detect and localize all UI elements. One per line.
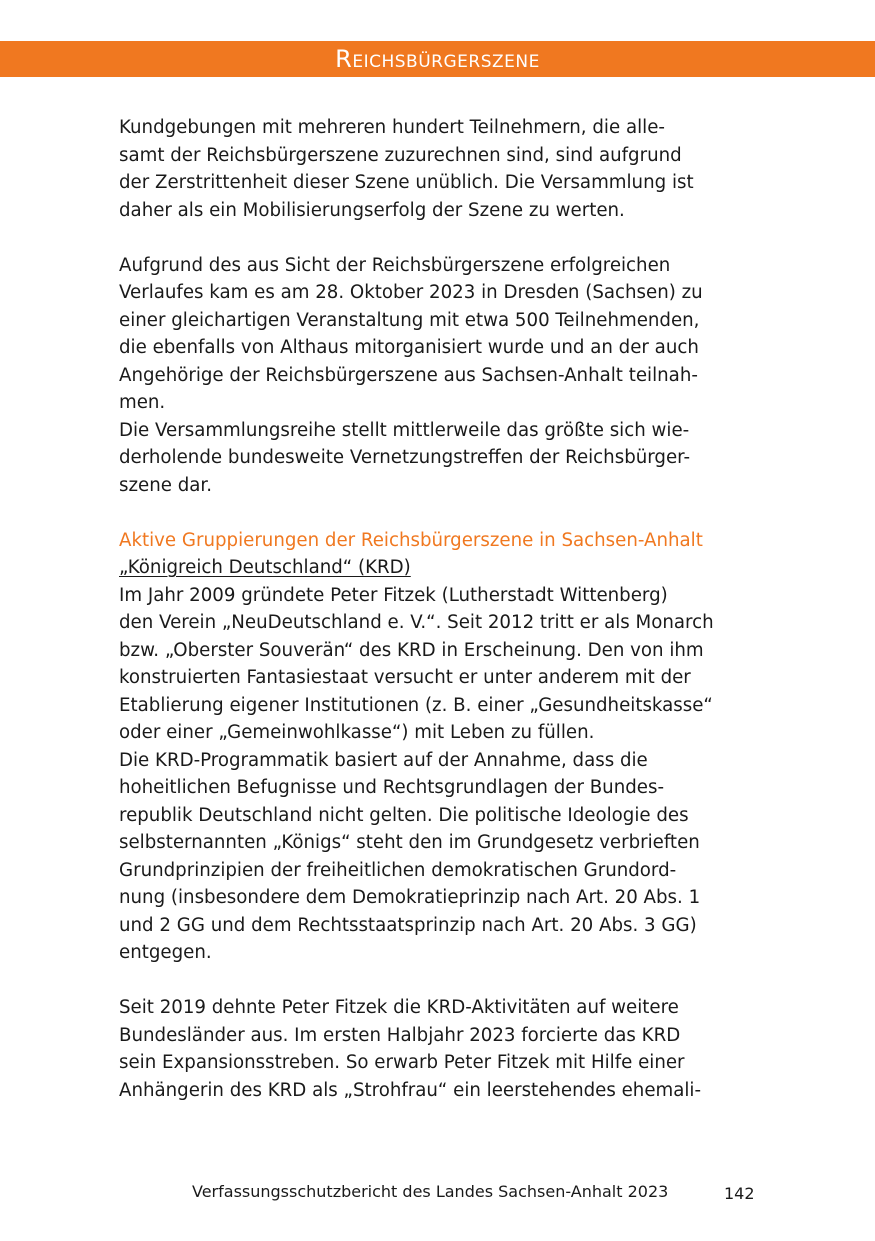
text-line: den Verein „NeuDeutschland e. V.“. Seit 2012 tritt er als Monarch [119,612,714,633]
text-line: entgegen. [119,942,212,963]
text-line: republik Deutschland nicht gelten. Die politische Ideologie des [119,804,689,826]
page-number: 142 [724,1184,755,1203]
paragraph-gap [119,224,769,252]
paragraph-2 [119,252,769,417]
text-line: Die Versammlungsreihe stellt mittlerweile das größte sich wie- [119,419,690,441]
paragraph-gap [119,499,769,527]
text-line: Bundesländer aus. Im ersten Halbjahr 2023 forcierte das KRD [119,1024,681,1046]
text-line: sein Expansionsstreben. So erwarb Peter Fitzek mit Hilfe einer [119,1052,685,1073]
paragraph-gap [119,967,769,995]
subheading: „Königreich Deutschland“ (KRD) [119,557,411,578]
text-line: einer gleichartigen Veranstaltung mit etwa 500 Teilnehmenden, [119,309,700,331]
text-line: und 2 GG und dem Rechtsstaatsprinzip nach Art. 20 Abs. 3 GG) [119,914,697,936]
text-line: Verlaufes kam es am 28. Oktober 2023 in Dresden (Sachsen) zu [119,282,703,303]
text-line: konstruierten Fantasiestaat versucht er unter anderem mit der [119,667,691,688]
text-line: men. [119,392,166,413]
text-line: derholende bundesweite Vernetzungstreffen der Reichsbürger- [119,447,691,468]
text-line: szene dar. [119,474,212,496]
text-line: Seit 2019 dehnte Peter Fitzek die KRD-Aktivitäten auf weitere [119,997,679,1018]
text-line: daher als ein Mobilisierungserfolg der Szene zu werten. [119,199,625,221]
paragraph-4 [119,582,769,747]
text-line: samt der Reichsbürgerszene zuzurechnen sind, sind aufgrund [119,144,682,166]
text-line: Grundprinzipien der freiheitlichen demokratischen Grundord- [119,859,677,881]
text-line: Im Jahr 2009 gründete Peter Fitzek (Lutherstadt Wittenberg) [119,584,668,606]
text-line: bzw. „Oberster Souverän“ des KRD in Erscheinung. Den von ihm [119,639,704,661]
page-title: Reichsbürgerszene [335,45,540,73]
text-line: oder einer „Gemeinwohlkasse“) mit Leben zu füllen. [119,722,595,743]
text-line: Die KRD-Programmatik basiert auf der Annahme, dass die [119,749,648,771]
text-line: selbsternannten „Königs“ steht den im Grundgesetz verbrieften [119,832,700,853]
text-line: Anhängerin des KRD als „Strohfrau“ ein leerstehendes ehemali- [119,1079,702,1101]
text-line: die ebenfalls von Althaus mitorganisiert wurde und an der auch [119,337,699,358]
text-line: Kundgebungen mit mehreren hundert Teilnehmern, die alle- [119,117,665,138]
text-line: Etablierung eigener Institutionen (z. B. einer „Gesundheitskasse“ [119,694,713,716]
header-bar [0,41,875,77]
text-line: Aufgrund des aus Sicht der Reichsbürgerszene erfolgreichen [119,254,671,276]
paragraph-5 [119,747,769,967]
text-line: hoheitlichen Befugnisse und Rechtsgrundlagen der Bundes- [119,777,665,798]
text-line: nung (insbesondere dem Demokratieprinzip nach Art. 20 Abs. 1 [119,887,701,908]
text-line: Angehörige der Reichsbürgerszene aus Sachsen-Anhalt teilnah- [119,364,698,386]
paragraph-6 [119,994,769,1104]
footer-text: Verfassungsschutzbericht des Landes Sachsen-Anhalt 2023 [192,1182,669,1201]
document-body [119,114,769,1104]
paragraph-1 [119,114,769,224]
section-heading: Aktive Gruppierungen der Reichsbürgerszene in Sachsen-Anhalt [119,529,703,551]
text-line: der Zerstrittenheit dieser Szene unüblich. Die Versammlung ist [119,172,694,193]
paragraph-3 [119,417,769,500]
